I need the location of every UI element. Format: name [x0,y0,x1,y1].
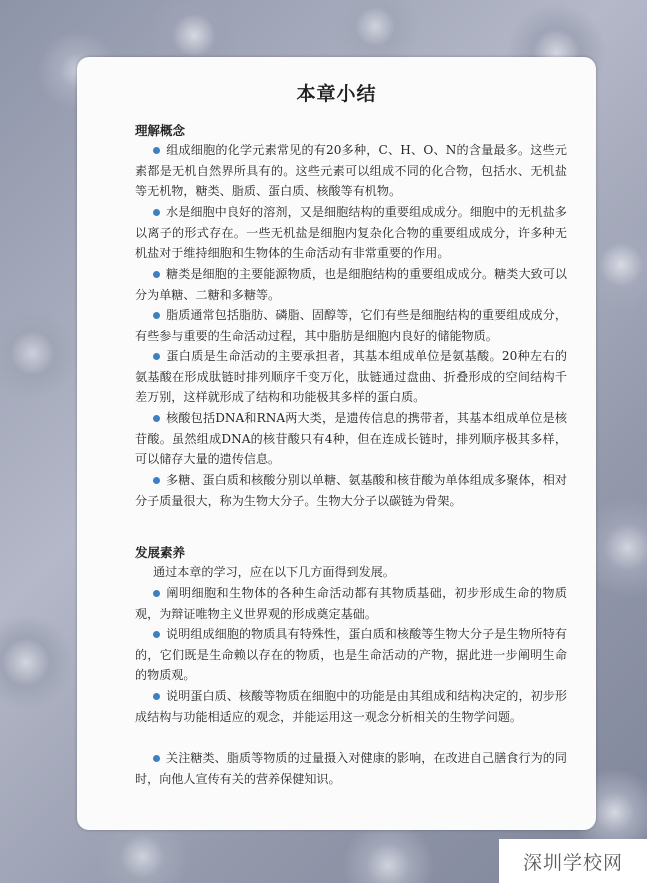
literacy-item-1: 阐明细胞和生物体的各种生命活动都有其物质基础，初步形成生命的物质观，为辩证唯物主义世界观的形成奠定基础。 [135,586,567,621]
bullet-icon [153,209,160,216]
literacy-item-2: 说明组成细胞的物质具有特殊性，蛋白质和核酸等生物大分子是生物所特有的，它们既是生命赖以存在的物质，也是生命活动的产物，据此进一步阐明生命的物质观。 [135,627,567,683]
bullet-icon [153,147,160,154]
chapter-summary-title: 本章小结 [296,83,377,105]
section-heading-literacy: 发展素养 [135,545,186,560]
literacy-item-3: 说明蛋白质、核酸等物质在细胞中的功能是由其组成和结构决定的，初步形成结构与功能相适应的观念，并能运用这一观念分析相关的生物学问题。 [135,689,567,724]
bullet-icon [153,755,160,762]
bullet-icon [153,693,160,700]
literacy-intro: 通过本章的学习，应在以下几方面得到发展。 [153,565,395,579]
site-watermark: 深圳学校网 [499,839,647,883]
concept-item-6: 核酸包括DNA和RNA两大类，是遗传信息的携带者，其基本组成单位是核苷酸。虽然组成DNA的核苷酸只有4种，但在连成长链时，排列顺序极其多样，可以储存大量的遗传信息。 [135,411,567,467]
concept-item-3: 糖类是细胞的主要能源物质，也是细胞结构的重要组成成分。糖类大致可以分为单糖、二糖和多糖等。 [135,267,567,302]
concept-item-7: 多糖、蛋白质和核酸分别以单糖、氨基酸和核苷酸为单体组成多聚体，相对分子质量很大，称为生物大分子。生物大分子以碳链为骨架。 [135,473,567,508]
bullet-icon [153,353,160,360]
section-heading-concepts: 理解概念 [135,123,186,138]
concept-item-2: 水是细胞中良好的溶剂，又是细胞结构的重要组成成分。细胞中的无机盐多以离子的形式存在。一些无机盐是细胞内复杂化合物的重要组成成分，许多种无机盐对于维持细胞和生物体的生命活动有非常重要的作用。 [135,205,567,261]
bullet-icon [153,631,160,638]
bullet-icon [153,477,160,484]
concept-item-1: 组成细胞的化学元素常见的有20多种，C、H、O、N的含量最多。这些元素都是无机自然界所具有的。这些元素可以组成不同的化合物，包括水、无机盐等无机物，糖类、脂质、蛋白质、核酸等有机物。 [135,143,567,199]
bullet-icon [153,415,160,422]
literacy-item-4: 关注糖类、脂质等物质的过量摄入对健康的影响，在改进自己膳食行为的同时，向他人宣传有关的营养保健知识。 [135,751,567,786]
bullet-icon [153,590,160,597]
concept-item-5: 蛋白质是生命活动的主要承担者，其基本组成单位是氨基酸。20种左右的氨基酸在形成肽链时排列顺序千变万化，肽链通过盘曲、折叠形成的空间结构千差万别，这样就形成了结构和功能极其多样的蛋白质。 [135,349,567,405]
textbook-page [77,57,596,830]
bullet-icon [153,271,160,278]
bullet-icon [153,312,160,319]
concept-item-4: 脂质通常包括脂肪、磷脂、固醇等，它们有些是细胞结构的重要组成成分，有些参与重要的生命活动过程，其中脂肪是细胞内良好的储能物质。 [135,308,567,343]
